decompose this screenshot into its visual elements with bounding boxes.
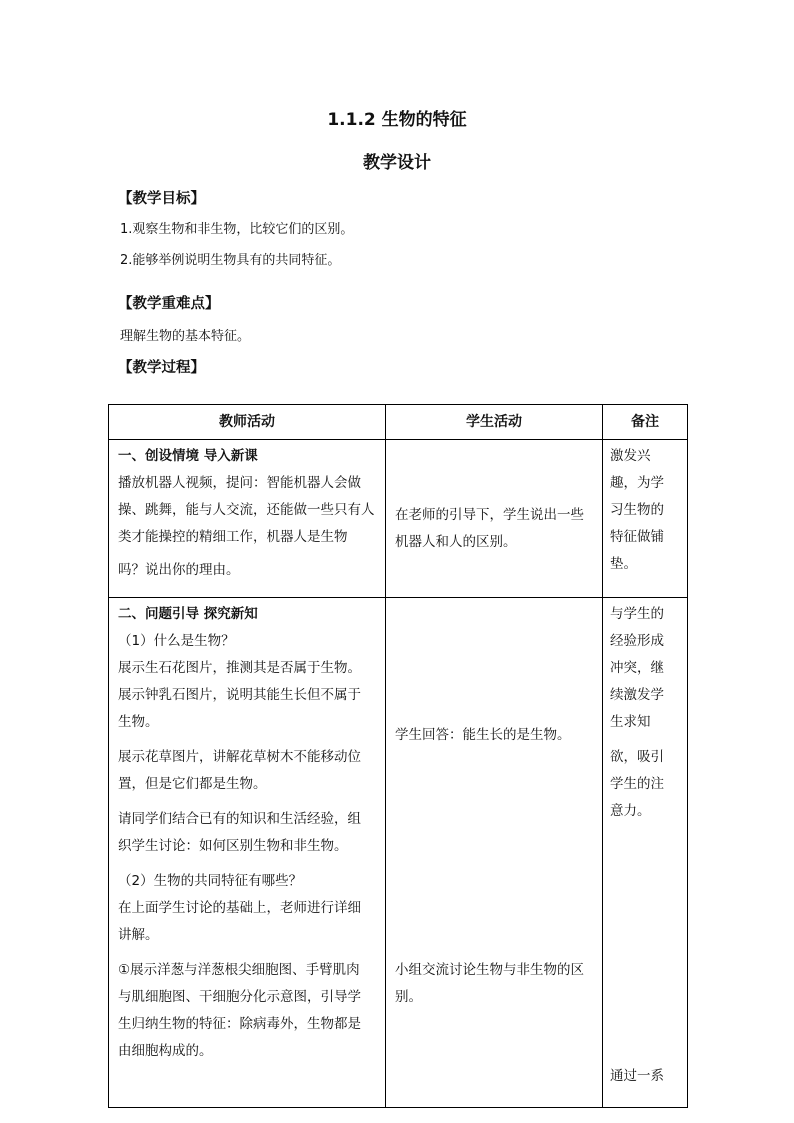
note-line: 经验形成 [610,633,664,649]
row1-note-cell [603,440,688,598]
teacher-line: 在上面学生讨论的基础上，老师进行详细 [118,900,361,916]
teacher-line: 吗？说出你的理由。 [118,562,240,578]
teacher-line: 操、跳舞，能与人交流，还能做一些只有人 [118,502,375,518]
row1-teacher-cell [109,440,386,598]
note-line: 学生的注 [610,776,664,792]
teacher-line: 请同学们结合已有的知识和生活经验，组 [118,811,361,827]
teacher-line: （1）什么是生物？ [118,633,235,649]
teacher-line: 织学生讨论：如何区别生物和非生物。 [118,838,348,854]
row2-note-cell [603,598,688,1108]
teacher-line: 生物。 [118,714,159,730]
header-note: 备注 [603,405,688,440]
student-line: 小组交流讨论生物与非生物的区 [395,962,584,978]
note-line: 通过一系 [610,1068,664,1084]
teacher-line: 生归纳生物的特征：除病毒外，生物都是 [118,1016,361,1032]
note-line: 续激发学 [610,687,664,703]
note-line: 特征做铺 [610,529,664,545]
note-line: 冲突，继 [610,660,664,676]
row2-teacher-cell [109,598,386,1108]
goal-item: 1.观察生物和非生物，比较它们的区别。 [120,222,354,237]
student-line: 机器人和人的区别。 [395,534,517,550]
teacher-line: 讲解。 [118,927,159,943]
row1-teacher-title: 一、创设情境 导入新课 [118,448,258,464]
process-table [108,404,688,1108]
note-line: 生求知 [610,714,651,730]
table-row [109,440,688,598]
note-line: 意力。 [610,803,651,819]
goal-item: 2.能够举例说明生物具有的共同特征。 [120,253,341,268]
teacher-line: 置，但是它们都是生物。 [118,776,267,792]
teacher-line: 展示钟乳石图片，说明其能生长但不属于 [118,687,361,703]
focus-text: 理解生物的基本特征。 [120,329,251,344]
note-line: 欲，吸引 [610,749,664,765]
teacher-line: 播放机器人视频，提问：智能机器人会做 [118,475,361,491]
table-header-row [109,405,688,440]
teacher-line: 展示花草图片，讲解花草树木不能移动位 [118,749,361,765]
note-line: 趣，为学 [610,475,664,491]
teacher-line: （2）生物的共同特征有哪些？ [118,873,303,889]
focus-heading: 【教学重难点】 [118,296,220,312]
row2-student-cell [386,598,603,1108]
note-line: 与学生的 [610,606,664,622]
student-line: 别。 [395,989,422,1005]
document-title: 1.1.2 生物的特征 [327,110,467,130]
teacher-line: 类才能操控的精细工作，机器人是生物 [118,529,348,545]
note-line: 垫。 [610,556,637,572]
header-teacher: 教师活动 [109,405,386,440]
process-heading: 【教学过程】 [118,360,205,376]
note-line: 激发兴 [610,448,651,464]
teacher-line: 展示生石花图片，推测其是否属于生物。 [118,660,361,676]
teacher-line: ①展示洋葱与洋葱根尖细胞图、手臂肌肉 [118,962,360,978]
row2-teacher-title: 二、问题引导 探究新知 [118,606,258,622]
table-row [109,598,688,1108]
student-line: 在老师的引导下，学生说出一些 [395,507,584,523]
student-line: 学生回答：能生长的是生物。 [395,727,571,743]
teacher-line: 由细胞构成的。 [118,1043,213,1059]
document-subtitle: 教学设计 [363,153,431,173]
header-student: 学生活动 [386,405,603,440]
row1-student-cell [386,440,603,598]
teacher-line: 与肌细胞图、干细胞分化示意图，引导学 [118,989,361,1005]
note-line: 习生物的 [610,502,664,518]
goals-heading: 【教学目标】 [118,191,205,207]
